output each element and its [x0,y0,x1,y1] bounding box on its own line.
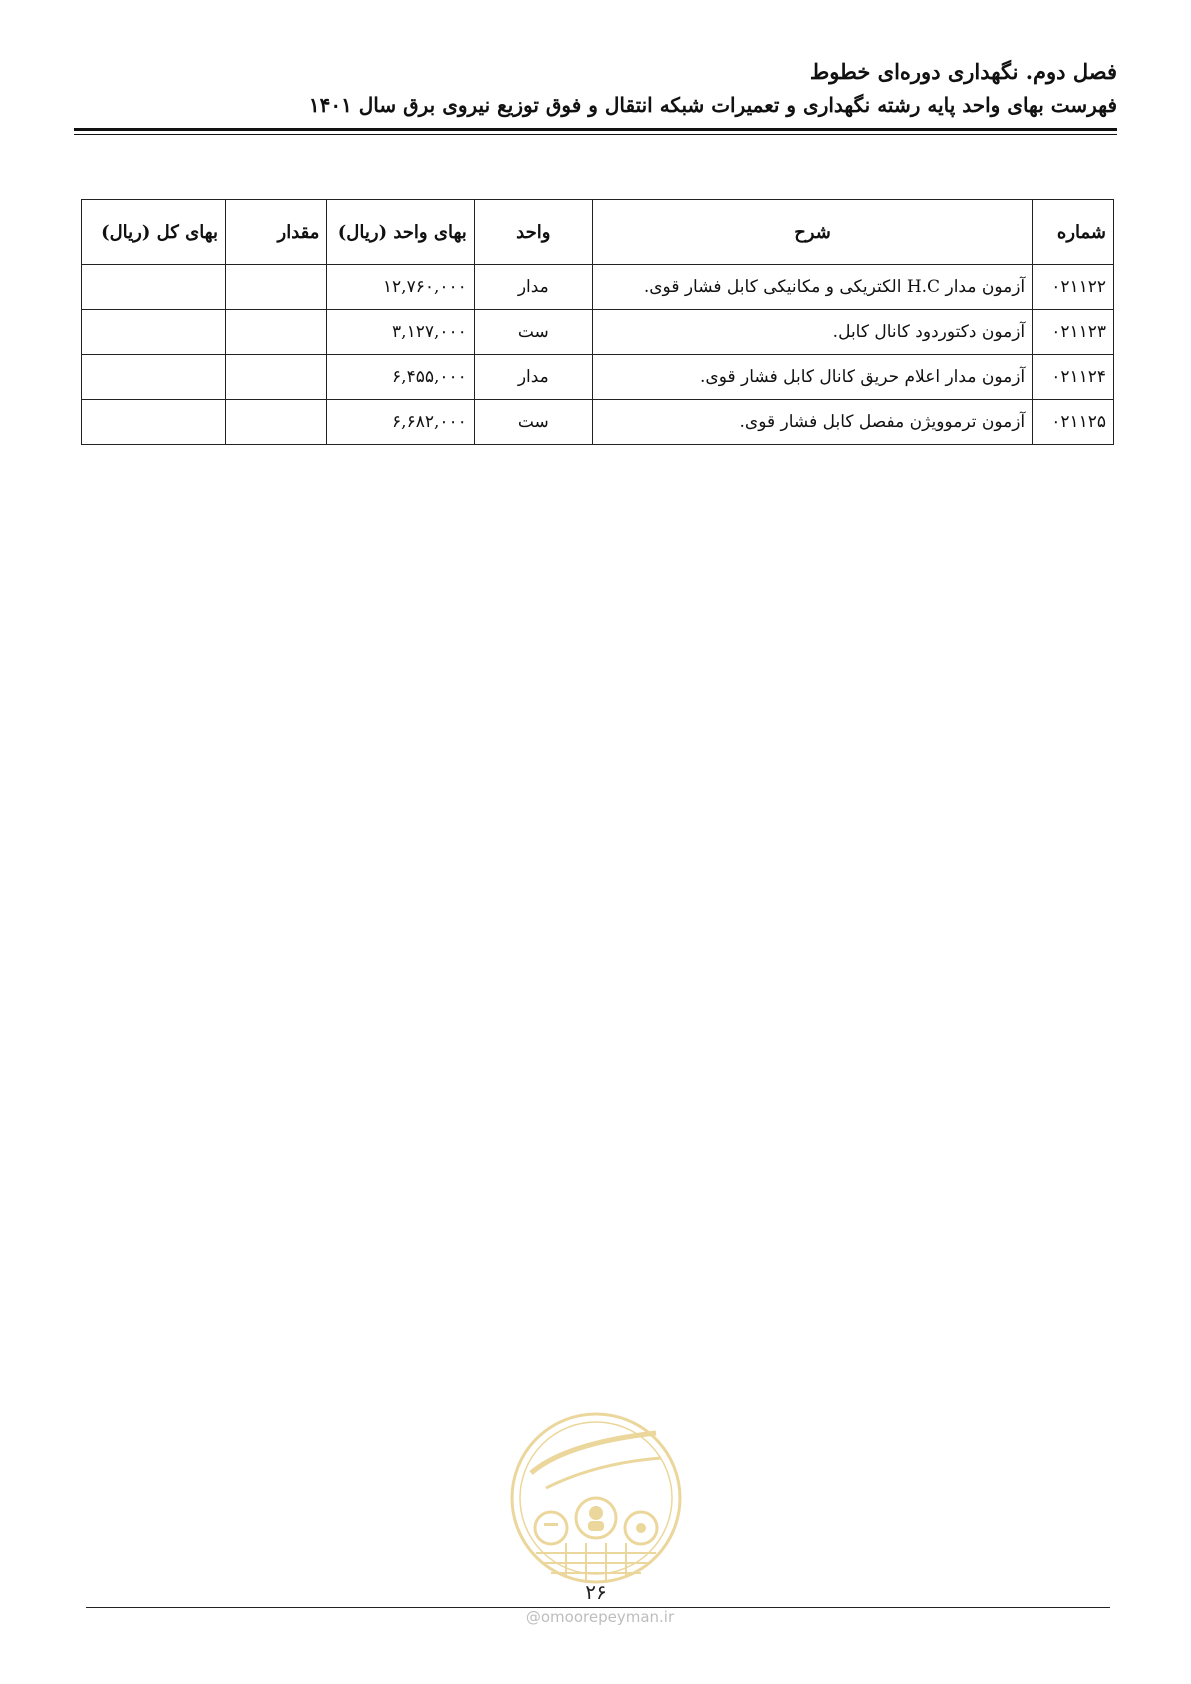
item-code: ۰۲۱۱۲۳ [1033,310,1114,355]
item-quantity[interactable] [226,265,327,310]
item-description: آزمون مدار اعلام حریق کانال کابل فشار قوی. [592,355,1032,400]
item-unit-price: ۶,۴۵۵,۰۰۰ [327,355,474,400]
table-header-row [82,200,1114,265]
column-header-quantity: مقدار [226,200,327,265]
watermark-url: @omoorepeyman.ir [525,1608,675,1626]
header-rule-thick [74,128,1117,131]
item-code: ۰۲۱۱۲۵ [1033,400,1114,445]
item-unit: مدار [474,355,592,400]
column-header-unit-price: بهای واحد (ریال) [327,200,474,265]
item-description: آزمون ترموویژن مفصل کابل فشار قوی. [592,400,1032,445]
item-total-price[interactable] [82,400,226,445]
item-unit-price: ۶,۶۸۲,۰۰۰ [327,400,474,445]
item-code: ۰۲۱۱۲۴ [1033,355,1114,400]
price-list-table [81,199,1114,445]
item-description: آزمون مدار H.C الکتریکی و مکانیکی کابل فشار قوی. [592,265,1032,310]
item-unit: ست [474,400,592,445]
item-quantity[interactable] [226,400,327,445]
column-header-description: شرح [592,200,1032,265]
table-row [82,310,1114,355]
item-total-price[interactable] [82,310,226,355]
table-row [82,265,1114,310]
item-unit: مدار [474,265,592,310]
item-unit-price: ۳,۱۲۷,۰۰۰ [327,310,474,355]
item-quantity[interactable] [226,310,327,355]
table-row [82,400,1114,445]
item-description: آزمون دکتوردود کانال کابل. [592,310,1032,355]
item-unit: ست [474,310,592,355]
item-total-price[interactable] [82,355,226,400]
column-header-code: شماره [1033,200,1114,265]
table-row [82,355,1114,400]
page-number: ۲۶ [585,1580,607,1604]
column-header-total-price: بهای کل (ریال) [82,200,226,265]
column-header-unit: واحد [474,200,592,265]
item-code: ۰۲۱۱۲۲ [1033,265,1114,310]
header-rule-thin [74,134,1117,135]
watermark-seal-logo [506,1403,686,1593]
item-unit-price: ۱۲,۷۶۰,۰۰۰ [327,265,474,310]
document-title: فهرست بهای واحد پایه رشته نگهداری و تعمیرات شبکه انتقال و فوق توزیع نیروی برق سال ۱۴۰۱ [308,93,1117,117]
item-quantity[interactable] [226,355,327,400]
item-total-price[interactable] [82,265,226,310]
chapter-title: فصل دوم. نگهداری دوره‌ای خطوط [809,59,1117,84]
page-header [74,56,1117,120]
